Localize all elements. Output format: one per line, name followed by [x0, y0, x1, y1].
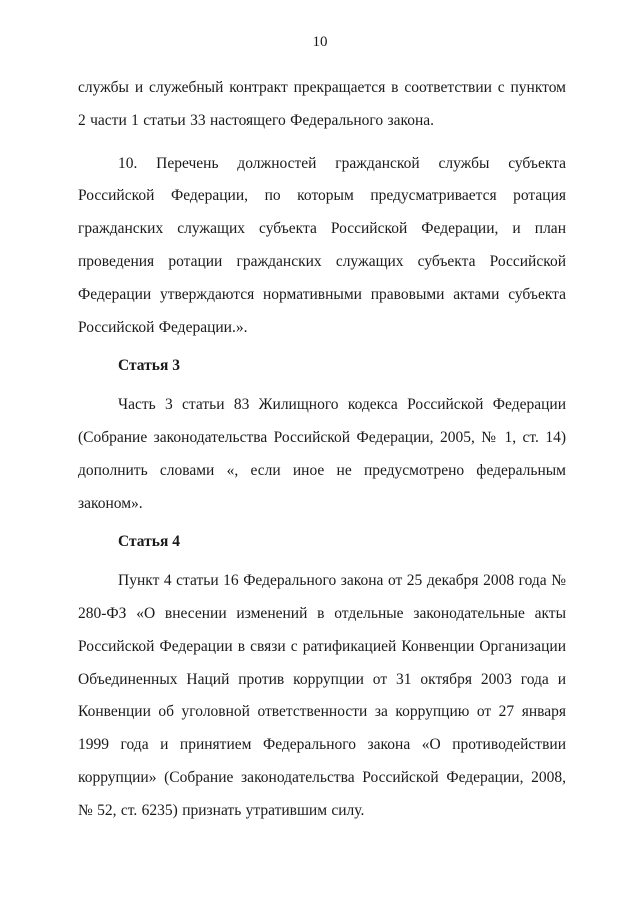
item-10-paragraph: 10. Перечень должностей гражданской службы субъекта Российской Федерации, по которым предусматривается ротация гражданских служащих субъекта Российской Федерации, и план проведения ротации гражданских служащих субъекта Российской Федерации утверждаются нормативными правовыми актами субъекта Российской Федерации.».	[78, 154, 566, 336]
page-number: 10	[312, 34, 328, 50]
article-3-heading: Статья 3	[118, 357, 180, 375]
continuation-paragraph: службы и служебный контракт прекращается в соответствии с пунктом 2 части 1 статьи 33 настоящего Федерального закона.	[78, 79, 566, 129]
document-body	[78, 72, 566, 828]
article-4-text: Пункт 4 статьи 16 Федерального закона от 25 декабря 2008 года № 280-ФЗ «О внесении изменений в отдельные законодательные акты Российской Федерации в связи с ратификацией Конвенции Организации Объединенных Наций против коррупции от 31 октября 2003 года и Конвенции об уголовной ответственности за коррупцию от 27 января 1999 года и принятием Федерального закона «О противодействии коррупции» (Собрание законодательства Российской Федерации, 2008, № 52, ст. 6235) признать утратившим силу.	[78, 572, 566, 819]
article-3-text: Часть 3 статьи 83 Жилищного кодекса Российской Федерации (Собрание законодательства Российской Федерации, 2005, № 1, ст. 14) дополнить словами «, если иное не предусмотрено федеральным законом».	[78, 396, 566, 512]
article-4-heading: Статья 4	[118, 533, 180, 551]
